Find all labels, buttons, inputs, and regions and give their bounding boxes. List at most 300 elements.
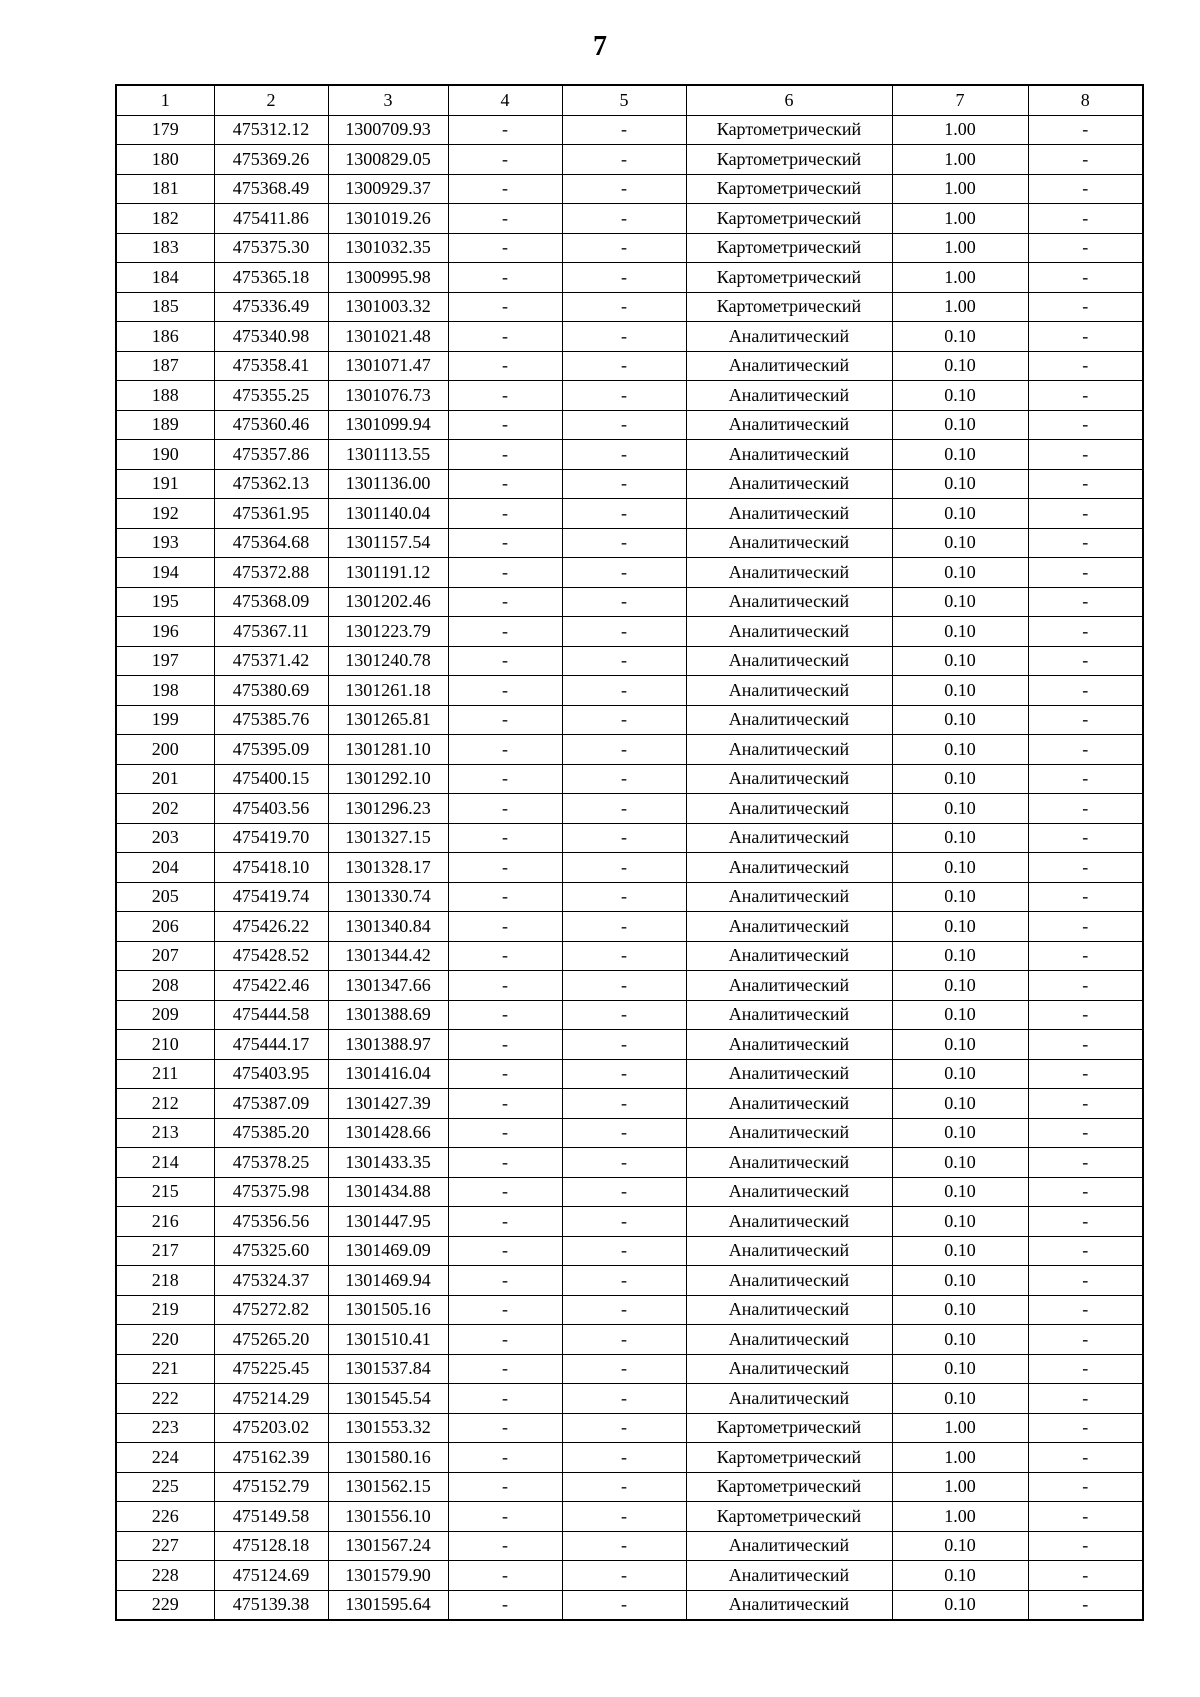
cell-point-number: 193: [116, 528, 214, 558]
cell-y-coordinate: 1301553.32: [328, 1413, 448, 1443]
cell-x-coordinate: 475139.38: [214, 1590, 328, 1620]
cell-col-5: -: [562, 145, 686, 175]
table-row: [116, 499, 1143, 529]
cell-method: Аналитический: [686, 941, 892, 971]
cell-point-number: 220: [116, 1325, 214, 1355]
cell-col-5: -: [562, 764, 686, 794]
cell-col-5: -: [562, 1413, 686, 1443]
cell-point-number: 229: [116, 1590, 214, 1620]
cell-col-8: -: [1028, 971, 1143, 1001]
cell-point-number: 205: [116, 882, 214, 912]
cell-point-number: 202: [116, 794, 214, 824]
cell-y-coordinate: 1301021.48: [328, 322, 448, 352]
cell-method: Аналитический: [686, 1561, 892, 1591]
cell-accuracy: 0.10: [892, 410, 1028, 440]
cell-col-8: -: [1028, 1561, 1143, 1591]
cell-col-8: -: [1028, 1236, 1143, 1266]
cell-method: Аналитический: [686, 322, 892, 352]
cell-point-number: 226: [116, 1502, 214, 1532]
table-row: [116, 764, 1143, 794]
cell-accuracy: 0.10: [892, 735, 1028, 765]
cell-col-8: -: [1028, 1443, 1143, 1473]
cell-point-number: 206: [116, 912, 214, 942]
cell-col-4: -: [448, 1413, 562, 1443]
cell-method: Картометрический: [686, 1443, 892, 1473]
cell-y-coordinate: 1301261.18: [328, 676, 448, 706]
cell-x-coordinate: 475400.15: [214, 764, 328, 794]
cell-col-8: -: [1028, 676, 1143, 706]
cell-x-coordinate: 475403.56: [214, 794, 328, 824]
cell-accuracy: 0.10: [892, 1236, 1028, 1266]
cell-point-number: 189: [116, 410, 214, 440]
table-row: [116, 735, 1143, 765]
table-row: [116, 292, 1143, 322]
cell-col-5: -: [562, 1354, 686, 1384]
cell-accuracy: 0.10: [892, 912, 1028, 942]
table-row: [116, 587, 1143, 617]
cell-accuracy: 1.00: [892, 233, 1028, 263]
cell-col-4: -: [448, 1059, 562, 1089]
cell-method: Картометрический: [686, 145, 892, 175]
cell-col-8: -: [1028, 705, 1143, 735]
cell-accuracy: 0.10: [892, 646, 1028, 676]
cell-y-coordinate: 1301003.32: [328, 292, 448, 322]
cell-col-4: -: [448, 528, 562, 558]
cell-x-coordinate: 475380.69: [214, 676, 328, 706]
cell-col-8: -: [1028, 440, 1143, 470]
cell-accuracy: 0.10: [892, 971, 1028, 1001]
cell-accuracy: 0.10: [892, 1030, 1028, 1060]
cell-col-4: -: [448, 794, 562, 824]
cell-x-coordinate: 475387.09: [214, 1089, 328, 1119]
cell-col-4: -: [448, 587, 562, 617]
cell-method: Картометрический: [686, 1472, 892, 1502]
cell-method: Картометрический: [686, 115, 892, 145]
cell-method: Картометрический: [686, 1502, 892, 1532]
cell-y-coordinate: 1301595.64: [328, 1590, 448, 1620]
cell-col-5: -: [562, 1472, 686, 1502]
cell-accuracy: 0.10: [892, 1207, 1028, 1237]
cell-col-5: -: [562, 233, 686, 263]
table-row: [116, 528, 1143, 558]
table-row: [116, 1531, 1143, 1561]
cell-col-4: -: [448, 1295, 562, 1325]
cell-y-coordinate: 1301019.26: [328, 204, 448, 234]
cell-col-5: -: [562, 941, 686, 971]
cell-col-5: -: [562, 646, 686, 676]
cell-accuracy: 1.00: [892, 1443, 1028, 1473]
cell-method: Аналитический: [686, 794, 892, 824]
cell-col-8: -: [1028, 1118, 1143, 1148]
cell-method: Аналитический: [686, 853, 892, 883]
cell-point-number: 199: [116, 705, 214, 735]
cell-y-coordinate: 1301099.94: [328, 410, 448, 440]
cell-col-4: -: [448, 853, 562, 883]
cell-point-number: 228: [116, 1561, 214, 1591]
cell-method: Аналитический: [686, 1030, 892, 1060]
cell-accuracy: 0.10: [892, 1295, 1028, 1325]
cell-x-coordinate: 475162.39: [214, 1443, 328, 1473]
cell-col-5: -: [562, 617, 686, 647]
table-row: [116, 558, 1143, 588]
cell-col-4: -: [448, 1561, 562, 1591]
cell-accuracy: 0.10: [892, 1000, 1028, 1030]
cell-col-8: -: [1028, 882, 1143, 912]
cell-method: Аналитический: [686, 587, 892, 617]
cell-x-coordinate: 475375.98: [214, 1177, 328, 1207]
cell-accuracy: 0.10: [892, 941, 1028, 971]
cell-point-number: 195: [116, 587, 214, 617]
table-row: [116, 351, 1143, 381]
cell-x-coordinate: 475365.18: [214, 263, 328, 293]
cell-col-8: -: [1028, 1089, 1143, 1119]
cell-col-4: -: [448, 381, 562, 411]
cell-y-coordinate: 1301327.15: [328, 823, 448, 853]
cell-point-number: 209: [116, 1000, 214, 1030]
cell-x-coordinate: 475368.09: [214, 587, 328, 617]
cell-col-5: -: [562, 1000, 686, 1030]
cell-method: Аналитический: [686, 1089, 892, 1119]
table-row: [116, 381, 1143, 411]
cell-point-number: 196: [116, 617, 214, 647]
table-row: [116, 410, 1143, 440]
cell-y-coordinate: 1301567.24: [328, 1531, 448, 1561]
cell-y-coordinate: 1301388.97: [328, 1030, 448, 1060]
cell-x-coordinate: 475358.41: [214, 351, 328, 381]
table-row: [116, 1089, 1143, 1119]
cell-x-coordinate: 475265.20: [214, 1325, 328, 1355]
cell-method: Аналитический: [686, 528, 892, 558]
cell-accuracy: 1.00: [892, 145, 1028, 175]
cell-x-coordinate: 475203.02: [214, 1413, 328, 1443]
cell-col-5: -: [562, 1059, 686, 1089]
cell-col-4: -: [448, 1030, 562, 1060]
cell-col-8: -: [1028, 499, 1143, 529]
table-row: [116, 263, 1143, 293]
cell-col-5: -: [562, 1207, 686, 1237]
cell-col-8: -: [1028, 233, 1143, 263]
column-header-6: 6: [686, 85, 892, 115]
cell-x-coordinate: 475364.68: [214, 528, 328, 558]
cell-col-8: -: [1028, 823, 1143, 853]
cell-accuracy: 0.10: [892, 499, 1028, 529]
cell-col-4: -: [448, 115, 562, 145]
cell-col-4: -: [448, 263, 562, 293]
cell-y-coordinate: 1301537.84: [328, 1354, 448, 1384]
cell-y-coordinate: 1301433.35: [328, 1148, 448, 1178]
cell-point-number: 216: [116, 1207, 214, 1237]
cell-col-4: -: [448, 499, 562, 529]
cell-accuracy: 0.10: [892, 322, 1028, 352]
cell-x-coordinate: 475361.95: [214, 499, 328, 529]
cell-y-coordinate: 1300829.05: [328, 145, 448, 175]
cell-y-coordinate: 1301071.47: [328, 351, 448, 381]
cell-accuracy: 0.10: [892, 1590, 1028, 1620]
cell-col-8: -: [1028, 1502, 1143, 1532]
cell-y-coordinate: 1301191.12: [328, 558, 448, 588]
cell-col-4: -: [448, 735, 562, 765]
cell-accuracy: 0.10: [892, 351, 1028, 381]
cell-method: Аналитический: [686, 558, 892, 588]
table-row: [116, 1177, 1143, 1207]
table-row: [116, 617, 1143, 647]
cell-y-coordinate: 1301292.10: [328, 764, 448, 794]
table-row: [116, 469, 1143, 499]
cell-col-8: -: [1028, 1177, 1143, 1207]
cell-col-5: -: [562, 1089, 686, 1119]
cell-point-number: 225: [116, 1472, 214, 1502]
table-row: [116, 115, 1143, 145]
cell-col-8: -: [1028, 469, 1143, 499]
cell-col-4: -: [448, 1384, 562, 1414]
cell-y-coordinate: 1301330.74: [328, 882, 448, 912]
cell-x-coordinate: 475149.58: [214, 1502, 328, 1532]
cell-col-5: -: [562, 1384, 686, 1414]
cell-col-4: -: [448, 823, 562, 853]
cell-x-coordinate: 475411.86: [214, 204, 328, 234]
cell-y-coordinate: 1300709.93: [328, 115, 448, 145]
cell-y-coordinate: 1301347.66: [328, 971, 448, 1001]
cell-col-8: -: [1028, 1030, 1143, 1060]
cell-accuracy: 0.10: [892, 617, 1028, 647]
cell-col-4: -: [448, 912, 562, 942]
cell-point-number: 200: [116, 735, 214, 765]
cell-col-8: -: [1028, 1000, 1143, 1030]
cell-method: Аналитический: [686, 735, 892, 765]
cell-point-number: 188: [116, 381, 214, 411]
cell-col-4: -: [448, 941, 562, 971]
cell-accuracy: 0.10: [892, 1177, 1028, 1207]
cell-method: Аналитический: [686, 1059, 892, 1089]
cell-accuracy: 0.10: [892, 1148, 1028, 1178]
cell-col-8: -: [1028, 145, 1143, 175]
cell-method: Картометрический: [686, 204, 892, 234]
cell-point-number: 181: [116, 174, 214, 204]
cell-y-coordinate: 1301032.35: [328, 233, 448, 263]
cell-y-coordinate: 1301428.66: [328, 1118, 448, 1148]
cell-accuracy: 1.00: [892, 292, 1028, 322]
cell-accuracy: 0.10: [892, 1059, 1028, 1089]
cell-col-8: -: [1028, 794, 1143, 824]
cell-col-4: -: [448, 1502, 562, 1532]
cell-col-8: -: [1028, 1472, 1143, 1502]
cell-col-4: -: [448, 1531, 562, 1561]
cell-y-coordinate: 1301140.04: [328, 499, 448, 529]
cell-y-coordinate: 1301579.90: [328, 1561, 448, 1591]
cell-method: Аналитический: [686, 646, 892, 676]
table-row: [116, 882, 1143, 912]
cell-col-8: -: [1028, 381, 1143, 411]
cell-col-5: -: [562, 381, 686, 411]
cell-accuracy: 1.00: [892, 174, 1028, 204]
cell-accuracy: 0.10: [892, 794, 1028, 824]
cell-col-5: -: [562, 1118, 686, 1148]
column-header-2: 2: [214, 85, 328, 115]
table-row: [116, 204, 1143, 234]
cell-col-4: -: [448, 233, 562, 263]
cell-col-8: -: [1028, 912, 1143, 942]
cell-col-8: -: [1028, 1207, 1143, 1237]
cell-col-5: -: [562, 263, 686, 293]
cell-x-coordinate: 475444.58: [214, 1000, 328, 1030]
cell-x-coordinate: 475325.60: [214, 1236, 328, 1266]
cell-col-8: -: [1028, 1266, 1143, 1296]
cell-point-number: 208: [116, 971, 214, 1001]
cell-method: Аналитический: [686, 1266, 892, 1296]
cell-point-number: 213: [116, 1118, 214, 1148]
table-row: [116, 971, 1143, 1001]
cell-col-8: -: [1028, 292, 1143, 322]
cell-col-5: -: [562, 410, 686, 440]
cell-y-coordinate: 1300929.37: [328, 174, 448, 204]
cell-col-8: -: [1028, 764, 1143, 794]
cell-point-number: 212: [116, 1089, 214, 1119]
cell-col-8: -: [1028, 646, 1143, 676]
cell-accuracy: 1.00: [892, 1502, 1028, 1532]
cell-col-4: -: [448, 558, 562, 588]
cell-accuracy: 1.00: [892, 204, 1028, 234]
cell-x-coordinate: 475426.22: [214, 912, 328, 942]
table-row: [116, 705, 1143, 735]
cell-col-5: -: [562, 174, 686, 204]
table-row: [116, 1590, 1143, 1620]
cell-accuracy: 1.00: [892, 1413, 1028, 1443]
cell-x-coordinate: 475336.49: [214, 292, 328, 322]
cell-x-coordinate: 475444.17: [214, 1030, 328, 1060]
cell-point-number: 187: [116, 351, 214, 381]
cell-accuracy: 0.10: [892, 676, 1028, 706]
cell-accuracy: 0.10: [892, 1118, 1028, 1148]
cell-col-8: -: [1028, 853, 1143, 883]
cell-point-number: 180: [116, 145, 214, 175]
cell-y-coordinate: 1301427.39: [328, 1089, 448, 1119]
table-row: [116, 440, 1143, 470]
cell-col-4: -: [448, 204, 562, 234]
cell-col-5: -: [562, 853, 686, 883]
cell-col-5: -: [562, 1325, 686, 1355]
cell-accuracy: 0.10: [892, 823, 1028, 853]
cell-x-coordinate: 475385.20: [214, 1118, 328, 1148]
cell-method: Картометрический: [686, 263, 892, 293]
cell-method: Аналитический: [686, 1295, 892, 1325]
cell-accuracy: 1.00: [892, 263, 1028, 293]
cell-x-coordinate: 475419.70: [214, 823, 328, 853]
cell-col-5: -: [562, 794, 686, 824]
cell-point-number: 207: [116, 941, 214, 971]
cell-x-coordinate: 475368.49: [214, 174, 328, 204]
cell-method: Аналитический: [686, 823, 892, 853]
cell-col-8: -: [1028, 617, 1143, 647]
cell-y-coordinate: 1301510.41: [328, 1325, 448, 1355]
cell-accuracy: 0.10: [892, 558, 1028, 588]
table-row: [116, 1030, 1143, 1060]
cell-x-coordinate: 475403.95: [214, 1059, 328, 1089]
cell-method: Аналитический: [686, 381, 892, 411]
cell-col-8: -: [1028, 351, 1143, 381]
cell-method: Картометрический: [686, 292, 892, 322]
cell-col-8: -: [1028, 1148, 1143, 1178]
table-row: [116, 823, 1143, 853]
cell-col-5: -: [562, 1148, 686, 1178]
cell-y-coordinate: 1301113.55: [328, 440, 448, 470]
cell-method: Аналитический: [686, 676, 892, 706]
cell-col-4: -: [448, 1266, 562, 1296]
cell-point-number: 210: [116, 1030, 214, 1060]
cell-method: Картометрический: [686, 1413, 892, 1443]
table-row: [116, 1236, 1143, 1266]
cell-col-5: -: [562, 823, 686, 853]
cell-col-4: -: [448, 322, 562, 352]
cell-y-coordinate: 1301505.16: [328, 1295, 448, 1325]
cell-x-coordinate: 475418.10: [214, 853, 328, 883]
cell-col-4: -: [448, 617, 562, 647]
cell-col-5: -: [562, 351, 686, 381]
table-row: [116, 1413, 1143, 1443]
cell-col-8: -: [1028, 410, 1143, 440]
cell-x-coordinate: 475360.46: [214, 410, 328, 440]
cell-col-5: -: [562, 1177, 686, 1207]
cell-col-5: -: [562, 1443, 686, 1473]
cell-method: Картометрический: [686, 174, 892, 204]
cell-point-number: 185: [116, 292, 214, 322]
table-row: [116, 233, 1143, 263]
page-number: 7: [593, 31, 607, 62]
cell-col-5: -: [562, 528, 686, 558]
cell-y-coordinate: 1301240.78: [328, 646, 448, 676]
cell-col-8: -: [1028, 528, 1143, 558]
cell-point-number: 186: [116, 322, 214, 352]
cell-method: Аналитический: [686, 440, 892, 470]
cell-method: Аналитический: [686, 971, 892, 1001]
table-row: [116, 322, 1143, 352]
cell-col-8: -: [1028, 1325, 1143, 1355]
cell-x-coordinate: 475356.56: [214, 1207, 328, 1237]
cell-col-5: -: [562, 204, 686, 234]
cell-point-number: 211: [116, 1059, 214, 1089]
cell-point-number: 219: [116, 1295, 214, 1325]
table-row: [116, 145, 1143, 175]
cell-col-5: -: [562, 705, 686, 735]
table-row: [116, 794, 1143, 824]
cell-y-coordinate: 1301388.69: [328, 1000, 448, 1030]
cell-x-coordinate: 475152.79: [214, 1472, 328, 1502]
table-row: [116, 174, 1143, 204]
cell-x-coordinate: 475357.86: [214, 440, 328, 470]
cell-accuracy: 0.10: [892, 705, 1028, 735]
cell-method: Аналитический: [686, 617, 892, 647]
cell-point-number: 192: [116, 499, 214, 529]
cell-col-8: -: [1028, 263, 1143, 293]
cell-col-4: -: [448, 1236, 562, 1266]
cell-point-number: 184: [116, 263, 214, 293]
table-row: [116, 676, 1143, 706]
cell-accuracy: 0.10: [892, 587, 1028, 617]
cell-method: Аналитический: [686, 1177, 892, 1207]
cell-col-4: -: [448, 1325, 562, 1355]
cell-x-coordinate: 475128.18: [214, 1531, 328, 1561]
cell-accuracy: 1.00: [892, 1472, 1028, 1502]
cell-col-5: -: [562, 322, 686, 352]
cell-col-4: -: [448, 410, 562, 440]
cell-col-5: -: [562, 469, 686, 499]
cell-col-8: -: [1028, 558, 1143, 588]
cell-accuracy: 0.10: [892, 1266, 1028, 1296]
table-row: [116, 1354, 1143, 1384]
cell-point-number: 194: [116, 558, 214, 588]
cell-col-4: -: [448, 1207, 562, 1237]
column-header-3: 3: [328, 85, 448, 115]
cell-col-8: -: [1028, 735, 1143, 765]
